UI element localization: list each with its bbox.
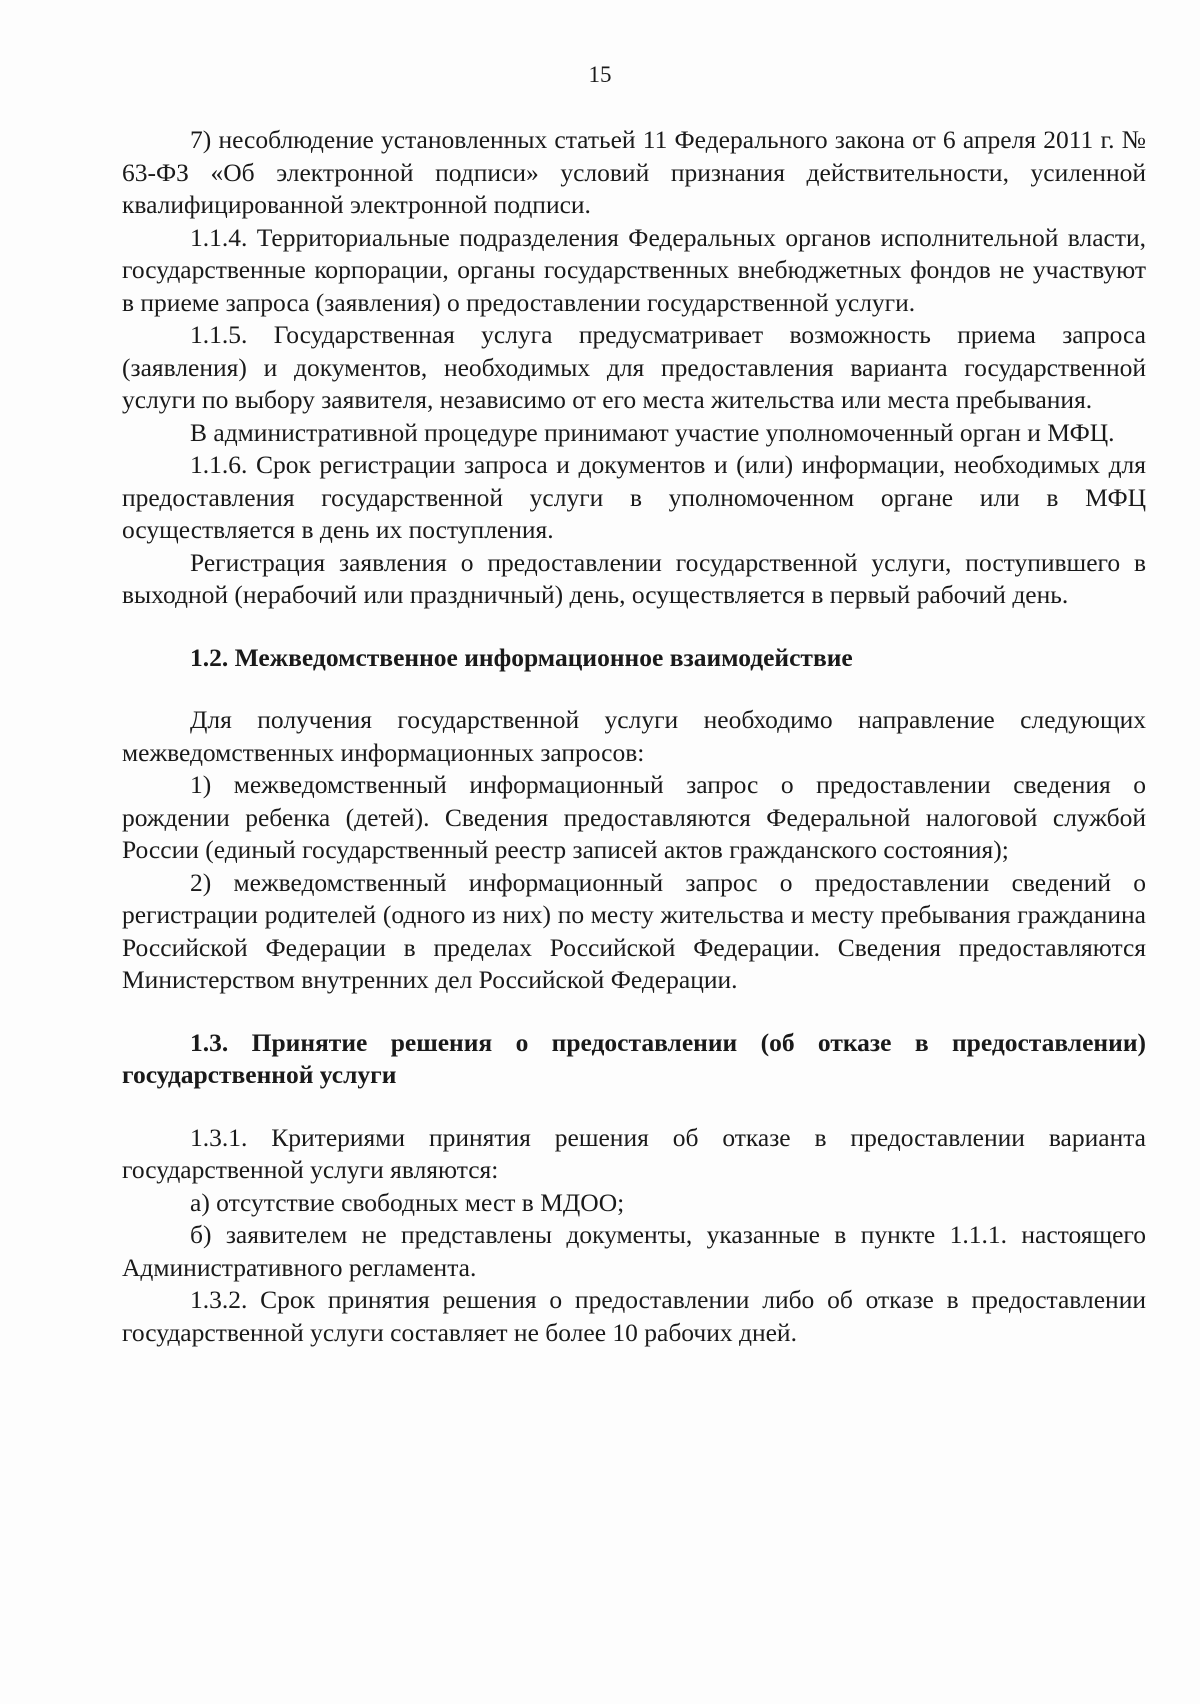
paragraph: 1.1.6. Срок регистрации запроса и документов и (или) информации, необходимых для предоставления государственной услуги в уполномоченном органе или в МФЦ осуществляется в день их поступления. [122,450,1146,544]
spacer [122,997,1146,1027]
section-heading-1-2: 1.2. Межведомственное информационное взаимодействие [190,642,853,672]
paragraph: Для получения государственной услуги необходимо направление следующих межведомственных информационных запросов: [122,705,1146,767]
section-heading-1-3: 1.3. Принятие решения о предоставлении (об отказе в предоставлении) государственной услуги [122,1027,1146,1089]
document-body [122,124,1146,1349]
page-number: 15 [588,62,612,87]
paragraph: 1.1.4. Территориальные подразделения Федеральных органов исполнительной власти, государственные корпорации, органы государственных внебюджетных фондов не участвуют в приеме запроса (заявления) о предоставлении государственной услуги. [122,222,1146,317]
paragraph: б) заявителем не представлены документы, указанные в пункте 1.1.1. настоящего Административного регламента. [122,1220,1146,1282]
spacer [122,612,1146,642]
paragraph: 1.1.5. Государственная услуга предусматривает возможность приема запроса (заявления) и документов, необходимых для предоставления варианта государственной услуги по выбору заявителя, независимо от его места жительства или места пребывания. [122,320,1146,414]
paragraph: В административной процедуре принимают участие уполномоченный орган и МФЦ. [190,417,1115,447]
paragraph: 1) межведомственный информационный запрос о предоставлении сведения о рождении ребенка (детей). Сведения предоставляются Федеральной налоговой службой России (единый государственный реестр записей актов гражданского состояния); [122,770,1146,864]
paragraph: 2) межведомственный информационный запрос о предоставлении сведений о регистрации родителей (одного из них) по месту жительства и месту пребывания гражданина Российской Федерации в пределах Российской Федерации. Сведения предоставляются Министерством внутренних дел Российской Федерации. [122,867,1146,994]
paragraph: а) отсутствие свободных мест в МДОО; [190,1187,625,1217]
paragraph: Регистрация заявления о предоставлении государственной услуги, поступившего в выходной (нерабочий или праздничный) день, осуществляется в первый рабочий день. [122,547,1146,609]
paragraph: 1.3.1. Критериями принятия решения об отказе в предоставлении варианта государственной услуги являются: [122,1122,1146,1184]
spacer [122,674,1146,704]
paragraph: 7) несоблюдение установленных статьей 11 Федерального закона от 6 апреля 2011 г. № 63-ФЗ «Об электронной подписи» условий признания действительности, усиленной квалифицированной электронной подписи. [122,125,1146,219]
spacer [122,1092,1146,1122]
paragraph: 1.3.2. Срок принятия решения о предоставлении либо об отказе в предоставлении государственной услуги составляет не более 10 рабочих дней. [122,1285,1146,1347]
